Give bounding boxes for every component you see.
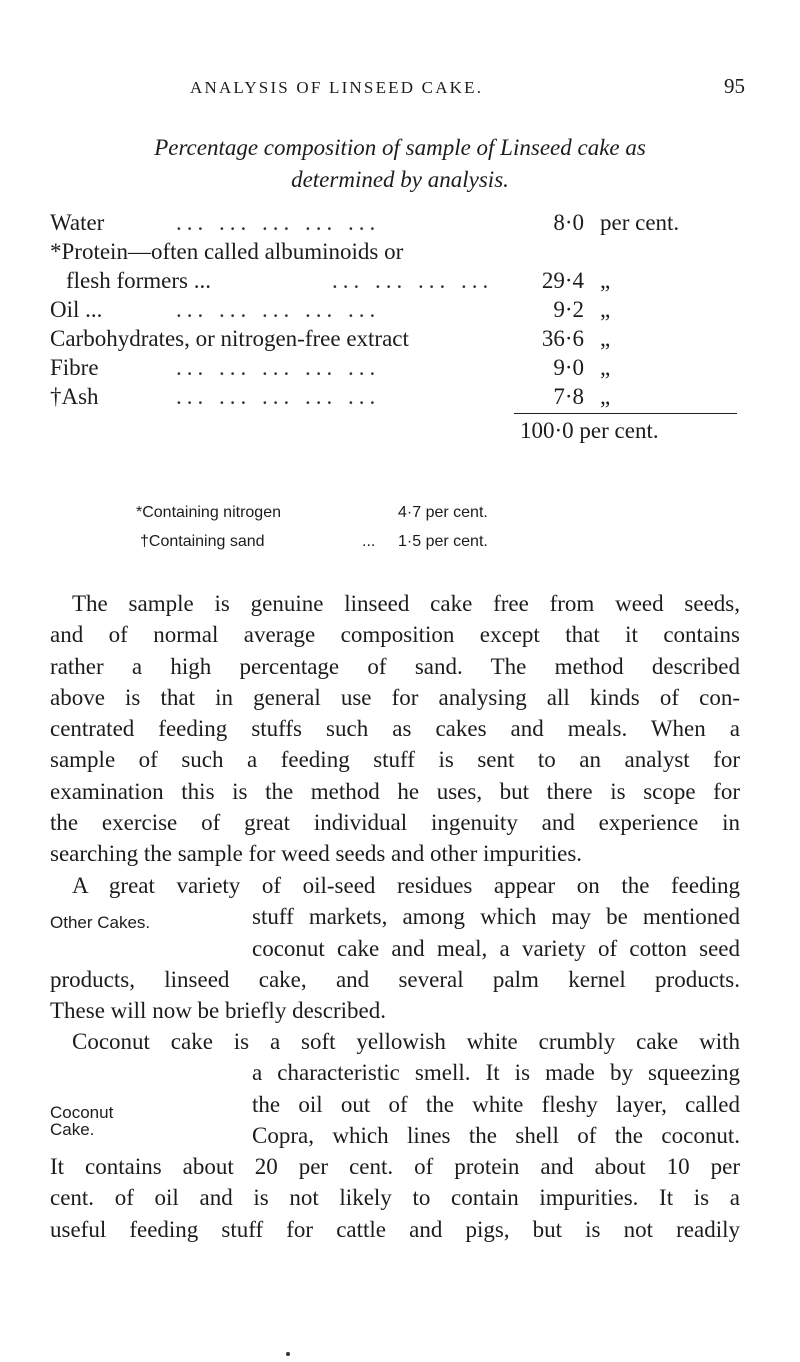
row-label-ash: †Ash xyxy=(50,384,99,409)
row-leader-fibre: ... ... ... ... ... xyxy=(176,355,381,380)
paragraph-coconut-cake xyxy=(50,1026,740,1245)
total-rule xyxy=(514,413,737,414)
text-line: stuff markets, among which may be mentioned xyxy=(252,904,740,930)
text-line: cent. of oil and is not likely to contain impurities. It is a xyxy=(50,1185,740,1211)
row-leader-water: ... ... ... ... ... xyxy=(176,210,381,235)
footnote-protein-label: *Containing nitrogen xyxy=(136,504,281,521)
row-value-ash: 7·8 xyxy=(553,384,584,409)
text-line: useful feeding stuff for cattle and pigs, but is not readily xyxy=(50,1216,740,1242)
text-line: Copra, which lines the shell of the coconut. xyxy=(252,1122,740,1148)
text-line: rather a high percentage of sand. The method described xyxy=(50,653,740,679)
paragraph-method xyxy=(50,588,740,870)
row-leader-ash: ... ... ... ... ... xyxy=(176,384,381,409)
text-line: These will now be briefly described. xyxy=(50,998,386,1024)
footnote-protein-value: 4·7 per cent. xyxy=(398,504,488,521)
row-label-carbohydrates: Carbohydrates, or nitrogen-free extract xyxy=(50,326,409,351)
row-label-water: Water xyxy=(50,210,105,235)
row-label-protein: *Protein—often called albuminoids or xyxy=(50,239,404,264)
running-header: ANALYSIS OF LINSEED CAKE. xyxy=(190,78,484,97)
text-line: It contains about 20 per cent. of protein and about 10 per xyxy=(50,1154,740,1180)
row-value-fibre: 9·0 xyxy=(553,355,584,380)
text-line: and of normal average composition except that it contains xyxy=(50,622,740,648)
text-line: A great variety of oil-seed residues appear on the feeding xyxy=(72,873,740,898)
text-line: searching the sample for weed seeds and other impurities. xyxy=(50,841,583,867)
margin-note-other-cakes: Other Cakes. xyxy=(50,913,151,932)
table-caption-line-1: Percentage composition of sample of Linseed cake as xyxy=(154,135,646,160)
row-unit-fibre: „ xyxy=(600,355,611,380)
row-unit-water: per cent. xyxy=(600,210,680,235)
text-line: The sample is genuine linseed cake free from weed seeds, xyxy=(72,591,740,616)
row-unit-protein: „ xyxy=(600,268,611,293)
row-unit-oil: „ xyxy=(600,297,611,322)
text-line: centrated feeding stuffs such as cakes and meals. When a xyxy=(50,716,740,742)
text-line: above is that in general use for analysing all kinds of con- xyxy=(50,684,740,710)
text-line: the oil out of the white fleshy layer, called xyxy=(252,1091,740,1117)
row-value-carbohydrates: 36·6 xyxy=(541,326,584,351)
row-value-protein: 29·4 xyxy=(541,268,584,293)
row-unit-carbohydrates: „ xyxy=(600,326,611,351)
margin-note-coconut: Coconut xyxy=(50,1103,114,1122)
text-line: a characteristic smell. It is made by squeezing xyxy=(252,1060,740,1086)
footnote-ash-dots: ... xyxy=(362,533,376,550)
row-value-water: 8·0 xyxy=(553,210,584,235)
row-leader-flesh-formers: ... ... ... ... xyxy=(332,268,494,293)
text-line: products, linseed cake, and several palm kernel products. xyxy=(50,966,740,992)
page-number: 95 xyxy=(724,74,745,98)
paragraph-other-cakes xyxy=(50,870,740,1026)
row-label-flesh-formers: flesh formers ... xyxy=(66,268,211,293)
row-unit-ash: „ xyxy=(600,384,611,409)
text-line: coconut cake and meal, a variety of cotton seed xyxy=(252,935,740,961)
table-caption-line-2: determined by analysis. xyxy=(291,167,509,192)
footnote-ash-label: †Containing sand xyxy=(140,533,265,550)
text-line: sample of such a feeding stuff is sent to an analyst for xyxy=(50,747,740,773)
total-value: 100·0 per cent. xyxy=(520,418,659,443)
footnote-ash-value: 1·5 per cent. xyxy=(398,533,488,550)
text-line: examination this is the method he uses, but there is scope for xyxy=(50,778,740,804)
row-label-fibre: Fibre xyxy=(50,355,99,380)
row-leader-oil: ... ... ... ... ... xyxy=(176,297,381,322)
margin-note-cake: Cake. xyxy=(50,1120,95,1139)
print-speck xyxy=(286,1352,290,1356)
row-value-oil: 9·2 xyxy=(553,297,584,322)
row-label-oil: Oil ... xyxy=(50,297,103,322)
text-line: the exercise of great individual ingenuity and experience in xyxy=(50,810,740,836)
text-line: Coconut cake is a soft yellowish white crumbly cake with xyxy=(72,1029,740,1054)
